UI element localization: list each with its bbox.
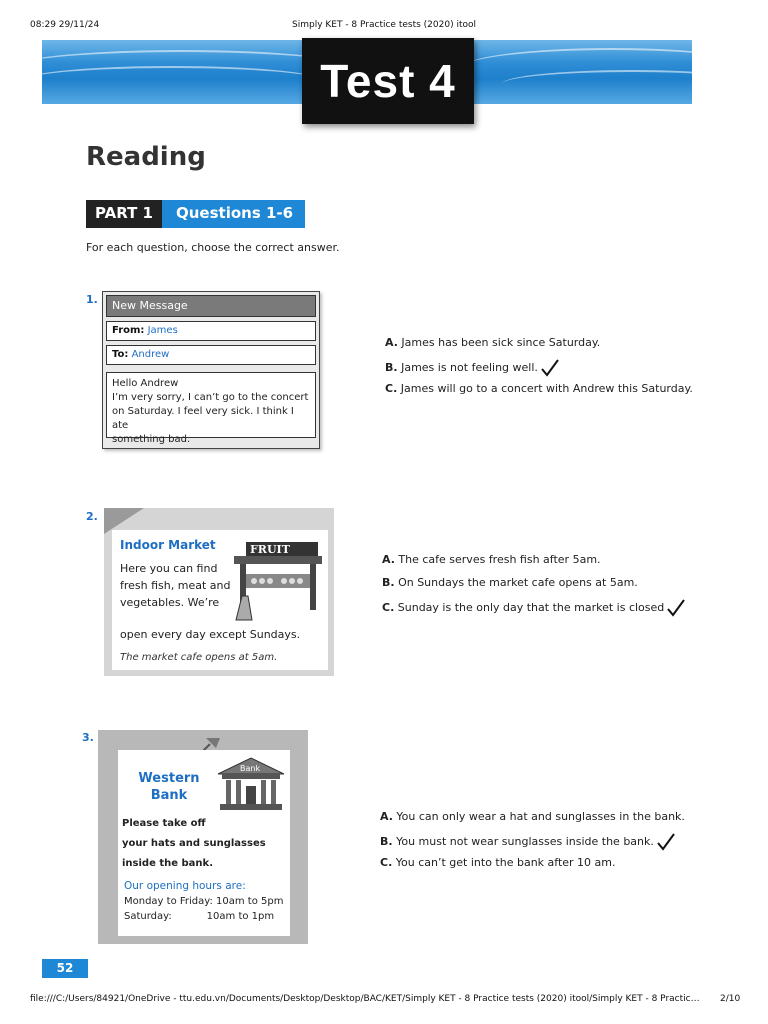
test-title-box: [302, 38, 474, 124]
email-line: Hello Andrew: [112, 378, 179, 389]
option-a[interactable]: [380, 810, 685, 833]
part-bar: [86, 200, 305, 228]
notice-line: vegetables. We’re: [120, 596, 220, 609]
option-text: On Sundays the market cafe opens at 5am.: [398, 576, 638, 589]
question-number-3: 3.: [82, 731, 94, 744]
notice-note: The market cafe opens at 5am.: [120, 652, 278, 663]
hours-title: Our opening hours are:: [124, 880, 246, 892]
fruit-stall-icon: [228, 540, 324, 626]
checkmark-icon: [540, 359, 560, 377]
email-header: New Message: [106, 295, 316, 317]
option-letter: C.: [380, 856, 393, 869]
question-2-options: [382, 553, 686, 622]
email-body: [106, 372, 316, 445]
email-to-row: [106, 345, 316, 365]
bank-title-line: Western: [138, 771, 200, 786]
option-text: You can only wear a hat and sunglasses in the bank.: [396, 810, 685, 823]
checkmark-icon: [656, 833, 676, 851]
email-message: [102, 291, 320, 449]
option-a[interactable]: [382, 553, 686, 576]
part-label: PART 1: [86, 200, 162, 228]
email-from-row: [106, 321, 316, 341]
option-text: James has been sick since Saturday.: [401, 336, 601, 349]
bank-title: [132, 770, 206, 804]
from-value: James: [147, 325, 178, 336]
section-title: Reading: [86, 142, 206, 172]
option-c[interactable]: [385, 382, 693, 405]
stall-sign-text: FRUIT: [250, 543, 290, 556]
to-label: To:: [112, 349, 129, 360]
option-letter: C.: [382, 601, 395, 614]
option-letter: B.: [380, 835, 393, 848]
questions-range: Questions 1-6: [162, 200, 305, 228]
hours-line: Monday to Friday: 10am to 5pm: [124, 896, 284, 907]
option-text: James is not feeling well.: [401, 361, 538, 374]
bank-sign-text: Bank: [240, 764, 261, 773]
western-bank-notice: [98, 730, 308, 944]
checkmark-icon: [666, 599, 686, 617]
print-document-title: Simply KET - 8 Practice tests (2020) itool: [292, 20, 476, 30]
notice-line: fresh fish, meat and: [120, 579, 231, 592]
rule-line: Please take off: [122, 818, 206, 829]
question-1-options: [385, 336, 693, 405]
test-title: Test 4: [320, 55, 456, 107]
notice-title: Indoor Market: [120, 538, 216, 552]
print-header: [0, 20, 768, 34]
option-b[interactable]: [382, 576, 686, 599]
notice-line: open every day except Sundays.: [120, 628, 301, 641]
email-line: I’m very sorry, I can’t go to the concert: [112, 392, 309, 403]
option-c[interactable]: [380, 856, 685, 879]
print-timestamp: 08:29 29/11/24: [30, 20, 100, 30]
question-number-1: 1.: [86, 293, 98, 306]
option-b[interactable]: [380, 833, 685, 856]
option-letter: B.: [382, 576, 395, 589]
option-a[interactable]: [385, 336, 693, 359]
instruction-text: For each question, choose the correct answer.: [86, 241, 340, 254]
print-page-count: 2/10: [720, 994, 741, 1004]
option-text: You can’t get into the bank after 10 am.: [395, 856, 616, 869]
indoor-market-notice: [104, 508, 334, 676]
option-letter: A.: [385, 336, 398, 349]
option-text: You must not wear sunglasses inside the bank.: [396, 835, 654, 848]
rule-line: your hats and sunglasses: [122, 838, 266, 849]
notice-card: [118, 750, 290, 936]
option-letter: C.: [385, 382, 398, 395]
option-letter: A.: [382, 553, 395, 566]
option-text: James will go to a concert with Andrew this Saturday.: [400, 382, 693, 395]
option-text: Sunday is the only day that the market is closed: [397, 601, 665, 614]
option-letter: A.: [380, 810, 393, 823]
rule-line: inside the bank.: [122, 858, 213, 869]
email-line: on Saturday. I feel very sick. I think I ate: [112, 406, 294, 431]
notice-line: Here you can find: [120, 562, 218, 575]
page-number-badge: 52: [42, 959, 88, 978]
opening-hours: [124, 894, 283, 924]
option-text: The cafe serves fresh fish after 5am.: [398, 553, 601, 566]
email-line: something bad.: [112, 434, 191, 445]
notice-card: [112, 530, 328, 670]
bank-rule: [122, 814, 266, 874]
option-b[interactable]: [385, 359, 693, 382]
bank-building-icon: [216, 756, 286, 812]
option-c[interactable]: [382, 599, 686, 622]
from-label: From:: [112, 325, 145, 336]
print-file-path: file:///C:/Users/84921/OneDrive - ttu.edu.vn/Documents/Desktop/Desktop/BAC/KET/Simply KET - 8 Practice tests (2020) itool/Simply KET - 8 Practic…: [30, 994, 700, 1004]
option-letter: B.: [385, 361, 398, 374]
question-3-options: [380, 810, 685, 879]
question-number-2: 2.: [86, 510, 98, 523]
bank-title-line: Bank: [150, 788, 188, 803]
notice-text: [120, 560, 238, 611]
hours-line: Saturday: 10am to 1pm: [124, 911, 275, 922]
to-value: Andrew: [131, 349, 170, 360]
